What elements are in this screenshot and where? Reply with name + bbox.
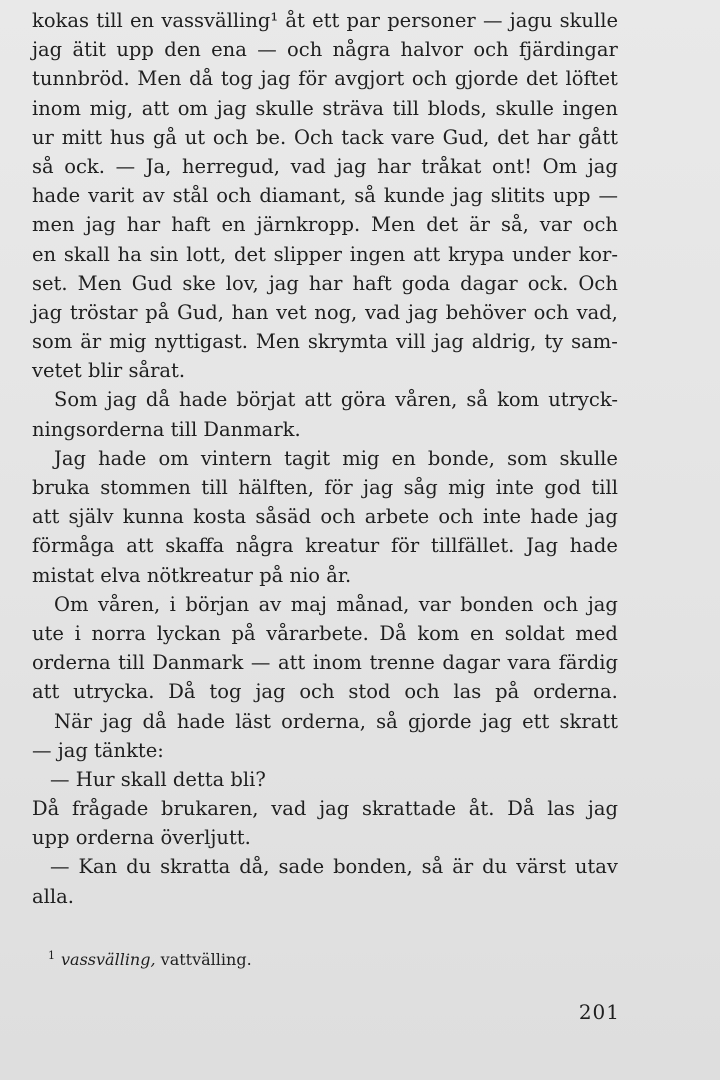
text-line: Om våren, i början av maj månad, var bonden och jag xyxy=(54,592,618,616)
text-line: — jag tänkte: xyxy=(32,738,164,762)
text-line: — Hur skall detta bli? xyxy=(50,767,266,791)
text-line: hade varit av stål och diamant, så kunde jag slitits upp — xyxy=(32,184,618,208)
text-line: orderna till Danmark — att inom trenne dagar vara färdig xyxy=(32,651,618,675)
text-line: set. Men Gud ske lov, jag har haft goda dagar ock. Och xyxy=(32,271,618,295)
text-line: som är mig nyttigast. Men skrymta vill jag aldrig, ty sam- xyxy=(32,330,618,354)
text-line: jag tröstar på Gud, han vet nog, vad jag behöver och vad, xyxy=(32,300,618,324)
footnote-number: 1 xyxy=(48,949,55,962)
text-line: att utrycka. Då tog jag och stod och las på orderna. xyxy=(32,680,618,704)
text-line: att själv kunna kosta såsäd och arbete och inte hade jag xyxy=(32,505,618,529)
footnote xyxy=(48,942,252,974)
text-line: kokas till en vassvälling¹ åt ett par personer — jagu skulle xyxy=(32,9,618,32)
text-line: ur mitt hus gå ut och be. Och tack vare Gud, det har gått xyxy=(32,125,618,149)
text-line: ute i norra lyckan på vårarbete. Då kom en soldat med xyxy=(32,621,618,645)
text-line: vetet blir sårat. xyxy=(32,359,186,383)
text-line: alla. xyxy=(32,884,74,908)
text-line: tunnbröd. Men då tog jag för avgjort och gjorde det löftet xyxy=(32,67,618,91)
text-line: Jag hade om vintern tagit mig en bonde, som skulle xyxy=(54,446,618,470)
footnote-definition: vattvälling. xyxy=(160,950,252,969)
text-line: så ock. — Ja, herregud, vad jag har tråkat ont! Om jag xyxy=(32,154,618,178)
text-line: upp orderna överljutt. xyxy=(32,826,251,850)
text-line: förmåga att skaffa några kreatur för tillfället. Jag hade xyxy=(32,534,618,558)
text-line: Som jag då hade börjat att göra våren, så kom utryck- xyxy=(54,388,618,412)
text-line: bruka stommen till hälften, för jag såg mig inte god till xyxy=(32,476,618,499)
text-line: en skall ha sin lott, det slipper ingen att krypa under kor- xyxy=(32,242,618,266)
text-line: ningsorderna till Danmark. xyxy=(32,417,301,441)
body-text xyxy=(32,6,618,911)
text-line: Då frågade brukaren, vad jag skrattade åt. Då las jag xyxy=(32,797,618,821)
text-line: — Kan du skratta då, sade bonden, så är du värst utav xyxy=(50,855,618,879)
text-line: inom mig, att om jag skulle sträva till blods, skulle ingen xyxy=(32,96,618,120)
page-number: 201 xyxy=(578,1000,620,1024)
text-line: mistat elva nötkreatur på nio år. xyxy=(32,563,352,587)
text-line: När jag då hade läst orderna, så gjorde jag ett skratt xyxy=(54,709,618,733)
text-line: men jag har haft en järnkropp. Men det är så, var och xyxy=(32,213,618,237)
footnote-term: vassvälling, xyxy=(61,950,156,969)
text-line: jag ätit upp den ena — och några halvor och fjärdingar xyxy=(32,38,618,62)
